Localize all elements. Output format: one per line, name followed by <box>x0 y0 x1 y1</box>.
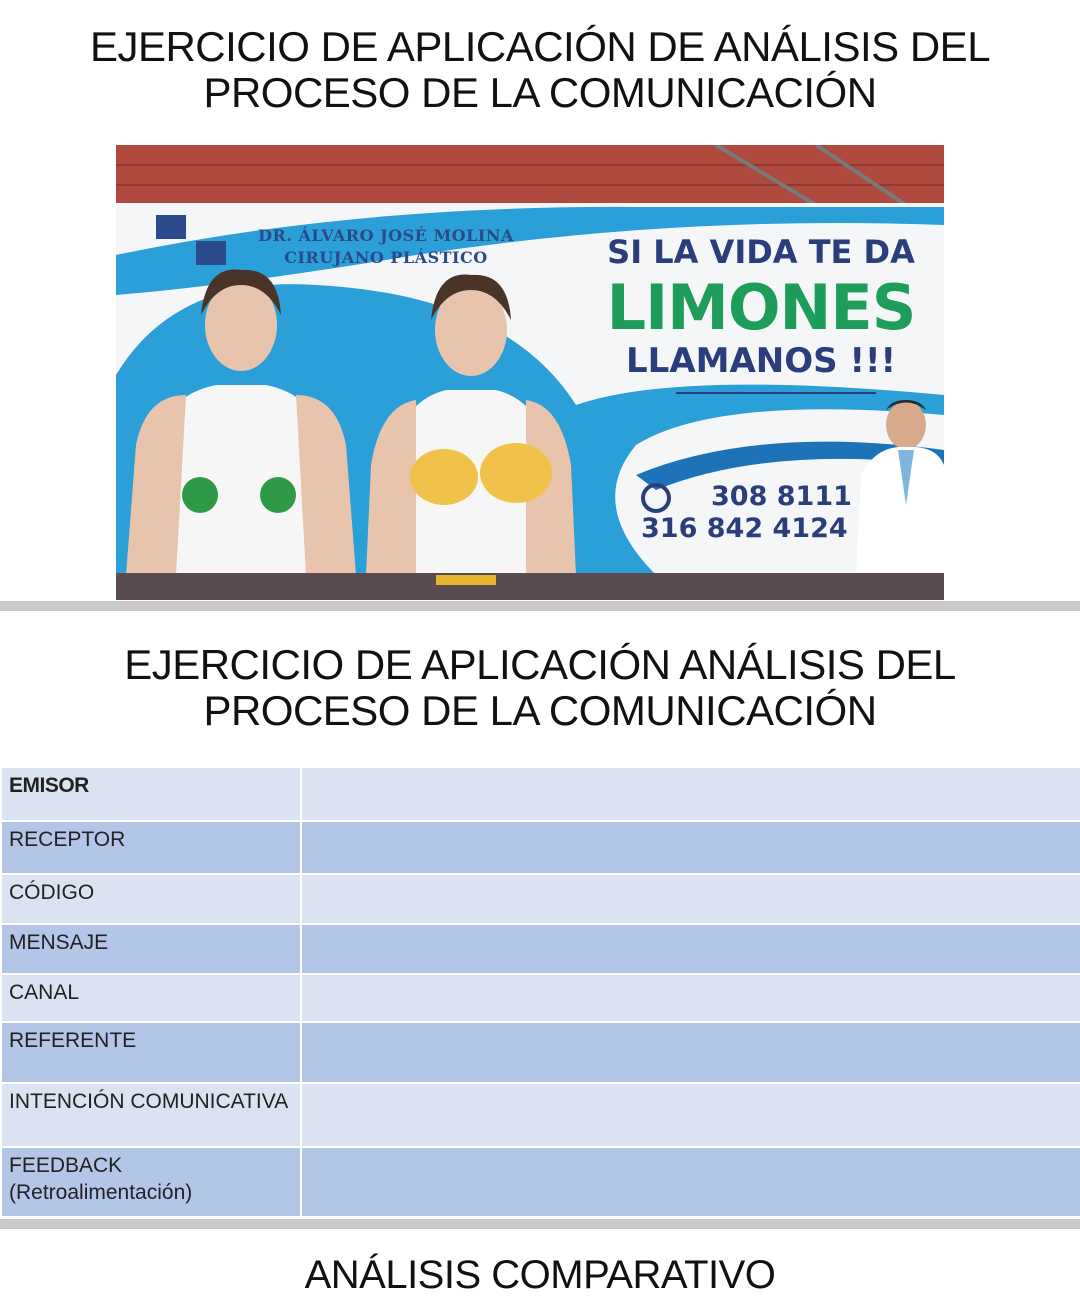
row-value-referente <box>301 1022 1080 1083</box>
slide1-title-line1: EJERCICIO DE APLICACIÓN DE ANÁLISIS DEL <box>89 23 991 70</box>
table-row <box>1 974 1080 1022</box>
row-value-intencion <box>301 1083 1080 1147</box>
communication-analysis-table <box>0 766 1080 1218</box>
row-label-codigo: CÓDIGO <box>1 874 301 924</box>
billboard-image <box>116 145 944 600</box>
billboard-headline-2: LIMONES <box>606 271 916 344</box>
slide-divider <box>0 601 1080 611</box>
slide-divider <box>0 1219 1080 1229</box>
row-value-codigo <box>301 874 1080 924</box>
row-value-emisor <box>301 767 1080 821</box>
table-row <box>1 1083 1080 1147</box>
billboard-headline-3: LLAMANOS !!! <box>626 341 896 381</box>
row-label-receptor: RECEPTOR <box>1 821 301 874</box>
row-label-referente: REFERENTE <box>1 1022 301 1083</box>
slide1-title-line2: PROCESO DE LA COMUNICACIÓN <box>203 69 877 116</box>
row-label-emisor: EMISOR <box>1 767 301 821</box>
table-row <box>1 924 1080 974</box>
table-row <box>1 767 1080 821</box>
table-row <box>1 1147 1080 1217</box>
table-row <box>1 874 1080 924</box>
row-value-feedback <box>301 1147 1080 1217</box>
billboard-headline-1: SI LA VIDA TE DA <box>607 233 915 271</box>
slide2-title-line2: PROCESO DE LA COMUNICACIÓN <box>203 687 877 734</box>
billboard-doctor-name <box>226 225 546 269</box>
row-value-receptor <box>301 821 1080 874</box>
row-label-feedback <box>1 1147 301 1217</box>
slide3-title: ANÁLISIS COMPARATIVO <box>304 1253 776 1297</box>
row-value-mensaje <box>301 924 1080 974</box>
slide2-title-line1: EJERCICIO DE APLICACIÓN ANÁLISIS DEL <box>124 641 956 688</box>
logo-icon <box>156 215 186 239</box>
feedback-label-sub: (Retroalimentación) <box>9 1181 193 1204</box>
row-label-canal: CANAL <box>1 974 301 1022</box>
table-row <box>1 1022 1080 1083</box>
billboard-phone-1: 308 8111 <box>711 481 852 512</box>
row-label-mensaje: MENSAJE <box>1 924 301 974</box>
slide2-title <box>0 642 1080 734</box>
row-label-intencion: INTENCIÓN COMUNICATIVA <box>1 1083 301 1147</box>
doctor-name: DR. ÁLVARO JOSÉ MOLINA <box>258 226 514 245</box>
billboard-phone-2: 316 842 4124 <box>641 513 848 544</box>
slide1-title <box>0 24 1080 116</box>
table-row <box>1 821 1080 874</box>
doctor-title: CIRUJANO PLÁSTICO <box>284 248 488 267</box>
feedback-label: FEEDBACK <box>9 1154 123 1177</box>
row-value-canal <box>301 974 1080 1022</box>
